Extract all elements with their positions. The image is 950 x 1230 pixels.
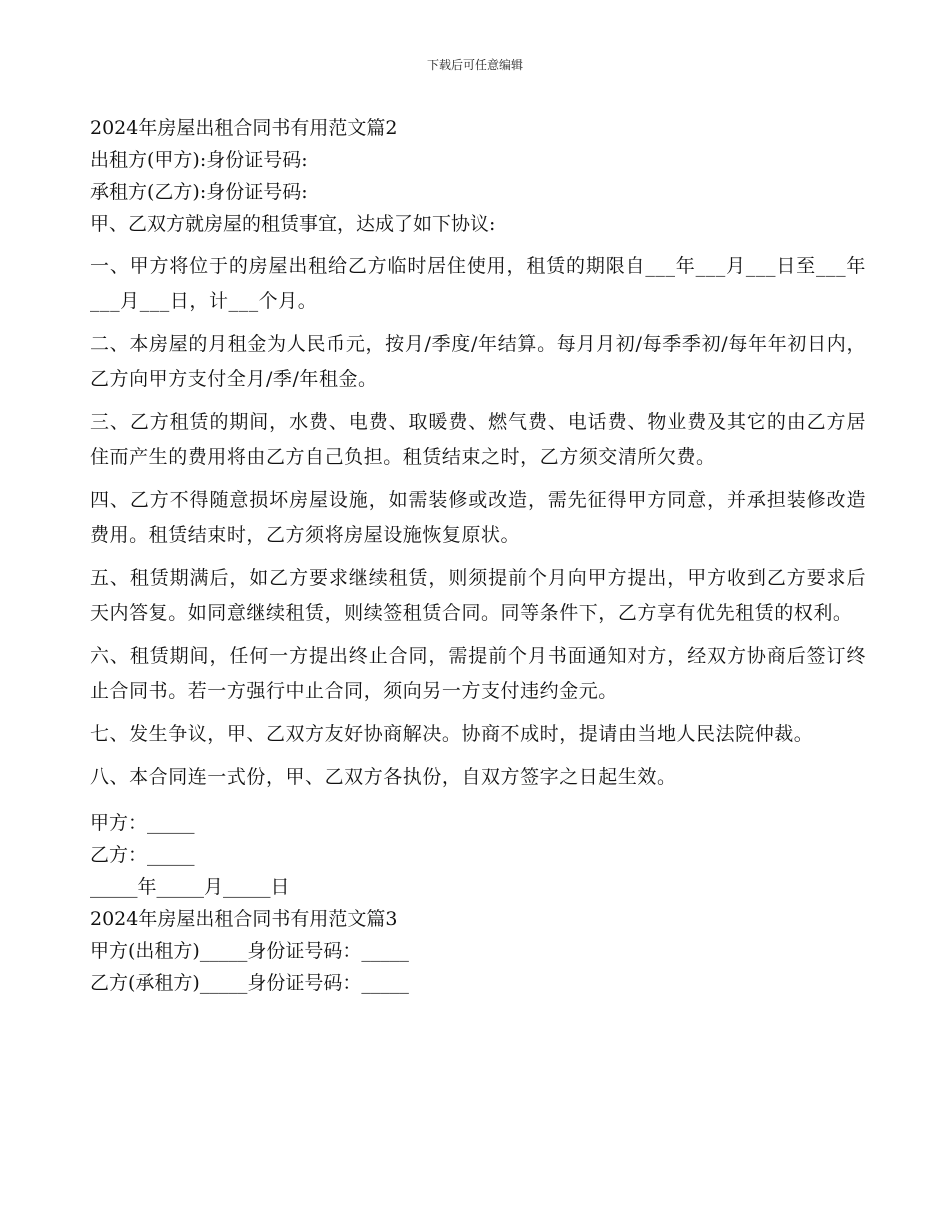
clause-7: 七、发生争议，甲、乙双方友好协商解决。协商不成时，提请由当地人民法院仲裁。: [90, 723, 814, 745]
signature-block: [90, 807, 866, 903]
lessor-id-line: 出租方(甲方):身份证号码:: [90, 149, 308, 171]
page-header-note: 下载后可任意编辑: [426, 58, 523, 72]
party-b-signature: 乙方：_____: [90, 844, 195, 866]
clause-1: 一、甲方将位于的房屋出租给乙方临时居住使用，租赁的期限自___年___月___日至___年___月___日，计___个月。: [90, 255, 866, 312]
agreement-intro: 甲、乙双方就房屋的租赁事宜，达成了如下协议:: [90, 213, 496, 235]
clause-8: 八、本合同连一式份，甲、乙双方各执份，自双方签字之日起生效。: [90, 766, 677, 788]
clause-3: 三、乙方租赁的期间，水费、电费、取暖费、燃气费、电话费、物业费及其它的由乙方居住而产生的费用将由乙方自己负担。租赁结束之时，乙方须交清所欠费。: [90, 411, 866, 468]
lessee-id-line: 承租方(乙方):身份证号码:: [90, 181, 308, 203]
clause-4: 四、乙方不得随意损坏房屋设施，如需装修或改造，需先征得甲方同意，并承担装修改造费用。租赁结束时，乙方须将房屋设施恢复原状。: [90, 489, 866, 546]
document-body: [90, 112, 866, 999]
section3-title: 2024年房屋出租合同书有用范文篇3: [90, 908, 398, 930]
clause-2: 二、本房屋的月租金为人民币元，按月/季度/年结算。每月月初/每季季初/每年年初日内，乙方向甲方支付全月/季/年租金。: [90, 333, 866, 390]
section3-party-b-line: 乙方(承租方)_____身份证号码：_____: [90, 972, 409, 994]
section3-party-a-line: 甲方(出租方)_____身份证号码：_____: [90, 940, 409, 962]
clause-6: 六、租赁期间，任何一方提出终止合同，需提前个月书面通知对方，经双方协商后签订终止合同书。若一方强行中止合同，须向另一方支付违约金元。: [90, 645, 866, 702]
signature-date: _____年_____月_____日: [90, 876, 290, 898]
party-a-signature: 甲方：_____: [90, 812, 195, 834]
clause-5: 五、租赁期满后，如乙方要求继续租赁，则须提前个月向甲方提出，甲方收到乙方要求后天内答复。如同意继续租赁，则续签租赁合同。同等条件下，乙方享有优先租赁的权利。: [90, 567, 866, 624]
section2-title: 2024年房屋出租合同书有用范文篇2: [90, 117, 398, 139]
